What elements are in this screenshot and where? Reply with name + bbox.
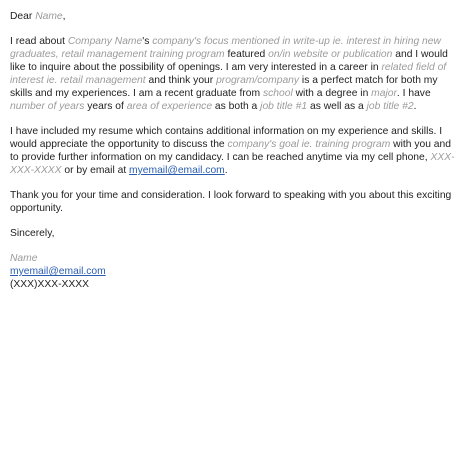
resume-paragraph bbox=[10, 125, 458, 177]
text-segment: is a perfect match for both my skills and my experiences. I am a recent graduate from bbox=[10, 75, 438, 99]
text-segment: 's bbox=[142, 36, 153, 47]
source-placeholder: on/in website or publication bbox=[268, 49, 393, 60]
company-focus-placeholder: company's focus mentioned in write-up ie. interest in hiring new graduates, retail management training program bbox=[10, 36, 441, 60]
text-segment: I have included my resume which contains additional information on my experience and skills. I would appreciate the opportunity to discuss the bbox=[10, 126, 443, 150]
text-segment: with a degree in bbox=[292, 88, 372, 99]
phone-placeholder: XXX-XXX-XXXX bbox=[10, 152, 455, 176]
experience-area-placeholder: area of experience bbox=[126, 101, 213, 112]
signature-name-placeholder: Name bbox=[10, 253, 38, 264]
signature-phone: (XXX)XXX-XXXX bbox=[10, 279, 89, 290]
company-name-placeholder: Company Name bbox=[67, 36, 143, 47]
text-segment: with you and to provide further information on my candidacy. I can be reached anytime via my cell phone, bbox=[10, 139, 451, 163]
field-of-interest-placeholder: related field of interest ie. retail management bbox=[10, 62, 447, 86]
email-link[interactable]: myemail@email.com bbox=[129, 165, 225, 176]
text-segment: and I would like to inquire about the possibility of openings. I am very interested in a career in bbox=[10, 49, 448, 73]
greeting-prefix: Dear bbox=[10, 11, 36, 22]
years-placeholder: number of years bbox=[10, 101, 85, 112]
program-company-placeholder: program/company bbox=[216, 75, 300, 86]
greeting-suffix: , bbox=[62, 11, 66, 22]
thanks-paragraph: Thank you for your time and consideration. I look forward to speaking with you about this exciting opportunity. bbox=[10, 190, 452, 214]
text-segment: . I have bbox=[396, 88, 431, 99]
major-placeholder: major bbox=[371, 88, 397, 99]
job-title-1-placeholder: job title #1 bbox=[260, 101, 308, 112]
text-segment: years of bbox=[84, 101, 127, 112]
text-segment: I read about bbox=[10, 36, 68, 47]
text-segment: as both a bbox=[212, 101, 261, 112]
cover-letter bbox=[10, 10, 458, 291]
intro-paragraph bbox=[10, 35, 458, 113]
text-segment: as well as a bbox=[307, 101, 367, 112]
text-segment: featured bbox=[224, 49, 269, 60]
company-goal-placeholder: company's goal ie. training program bbox=[227, 139, 391, 150]
text-segment: . bbox=[413, 101, 417, 112]
greeting-name-placeholder: Name bbox=[35, 11, 63, 22]
text-segment: and think your bbox=[145, 75, 217, 86]
school-placeholder: school bbox=[262, 88, 293, 99]
text-segment: . bbox=[224, 165, 228, 176]
signature-email-link[interactable]: myemail@email.com bbox=[10, 266, 106, 277]
greeting bbox=[10, 10, 458, 23]
closing: Sincerely, bbox=[10, 228, 55, 239]
signature-block bbox=[10, 252, 458, 291]
text-segment: or by email at bbox=[61, 165, 130, 176]
job-title-2-placeholder: job title #2 bbox=[366, 101, 414, 112]
